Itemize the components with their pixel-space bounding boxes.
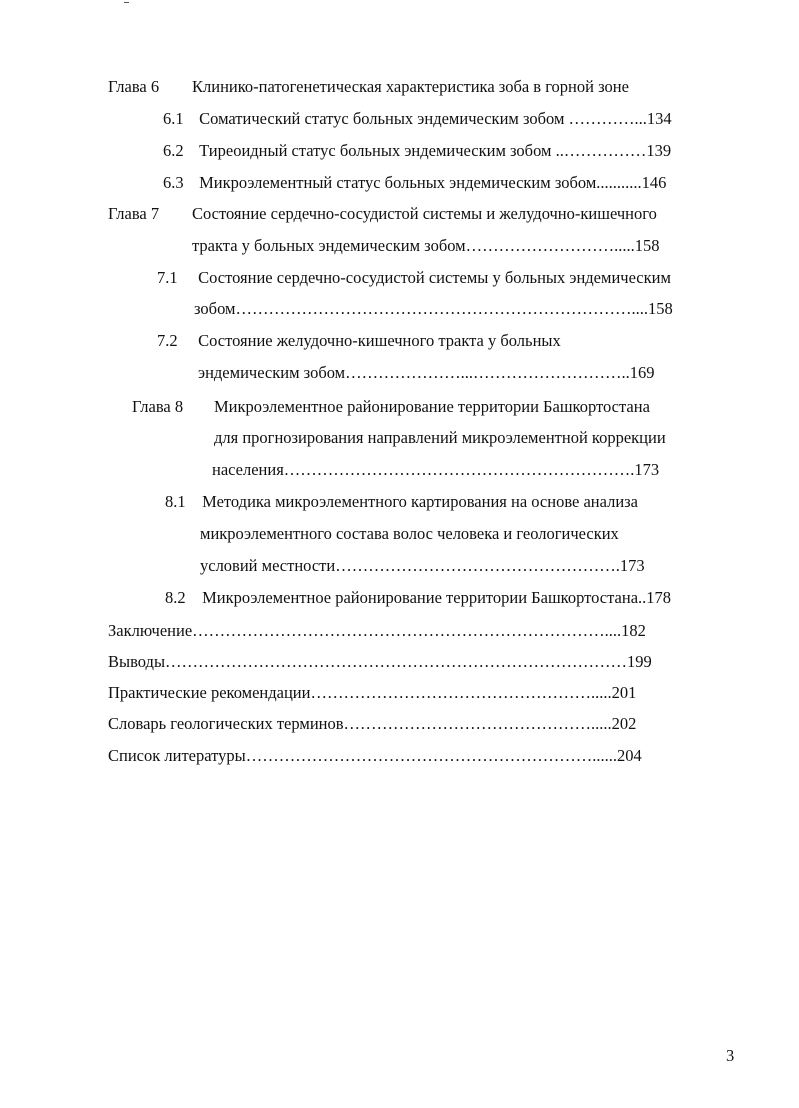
section-text: Микроэлементный статус больных эндемическим зобом...........146 (199, 173, 667, 192)
section-6-1 (163, 108, 672, 130)
chapter-6-title: Клинико-патогенетическая характеристика зоба в горной зоне (192, 77, 629, 96)
section-8-2 (165, 587, 671, 609)
section-number: 6.3 (163, 173, 184, 192)
section-number: 8.2 (165, 588, 186, 607)
section-6-3 (163, 172, 666, 194)
entry-findings: Выводы…………………………………………………………………………199 (108, 652, 652, 671)
section-text: Состояние сердечно-сосудистой системы у больных эндемическим (198, 268, 671, 287)
section-text: Методика микроэлементного картирования на основе анализа (202, 492, 639, 511)
section-text: Состояние желудочно-кишечного тракта у больных (198, 331, 561, 350)
section-number: 7.2 (157, 331, 178, 350)
section-text: Соматический статус больных эндемическим зобом …………...134 (199, 109, 672, 128)
section-number: 6.2 (163, 141, 184, 160)
section-number: 7.1 (157, 268, 178, 287)
section-7-2 (157, 330, 561, 352)
entry-references: Список литературы………………………………………………………......204 (108, 746, 642, 765)
chapter-8-title-line2: для прогнозирования направлений микроэлементной коррекции (214, 428, 666, 447)
chapter-7-label: Глава 7 (108, 204, 160, 223)
chapter-7-title-line1: Состояние сердечно-сосудистой системы и желудочно-кишечного (192, 204, 657, 223)
section-8-1-line2: микроэлементного состава волос человека и геологических (200, 524, 619, 543)
chapter-8-title-line1: Микроэлементное районирование территории Башкортостана (214, 397, 650, 416)
section-7-2-line2: эндемическим зобом…………………...………………………..169 (198, 363, 655, 382)
chapter-8-label: Глава 8 (132, 397, 184, 416)
entry-recommendations: Практические рекомендации…………………………………………….....201 (108, 683, 637, 702)
section-number: 8.1 (165, 492, 186, 511)
section-8-1 (165, 491, 638, 513)
section-6-2 (163, 140, 671, 162)
section-text: Микроэлементное районирование территории Башкортостана..178 (202, 588, 672, 607)
chapter-6-label: Глава 6 (108, 77, 160, 96)
entry-conclusion: Заключение…………………………………………………………………....182 (108, 621, 646, 640)
page-number: 3 (726, 1046, 735, 1065)
section-number: 6.1 (163, 109, 184, 128)
section-8-1-line3: условий местности…………………………………………….173 (200, 556, 645, 575)
entry-glossary: Словарь геологических терминов……………………………………….....202 (108, 714, 637, 733)
chapter-7-title-line2: тракта у больных эндемическим зобом……………………….....158 (192, 236, 660, 255)
scan-mark (124, 2, 129, 3)
section-text: Тиреоидный статус больных эндемическим зобом ..……………139 (199, 141, 672, 160)
chapter-8-title-line3: населения……………………………………………………….173 (212, 460, 660, 479)
section-7-1-line2: зобом………………………………………………………………....158 (194, 299, 673, 318)
section-7-1 (157, 267, 671, 289)
